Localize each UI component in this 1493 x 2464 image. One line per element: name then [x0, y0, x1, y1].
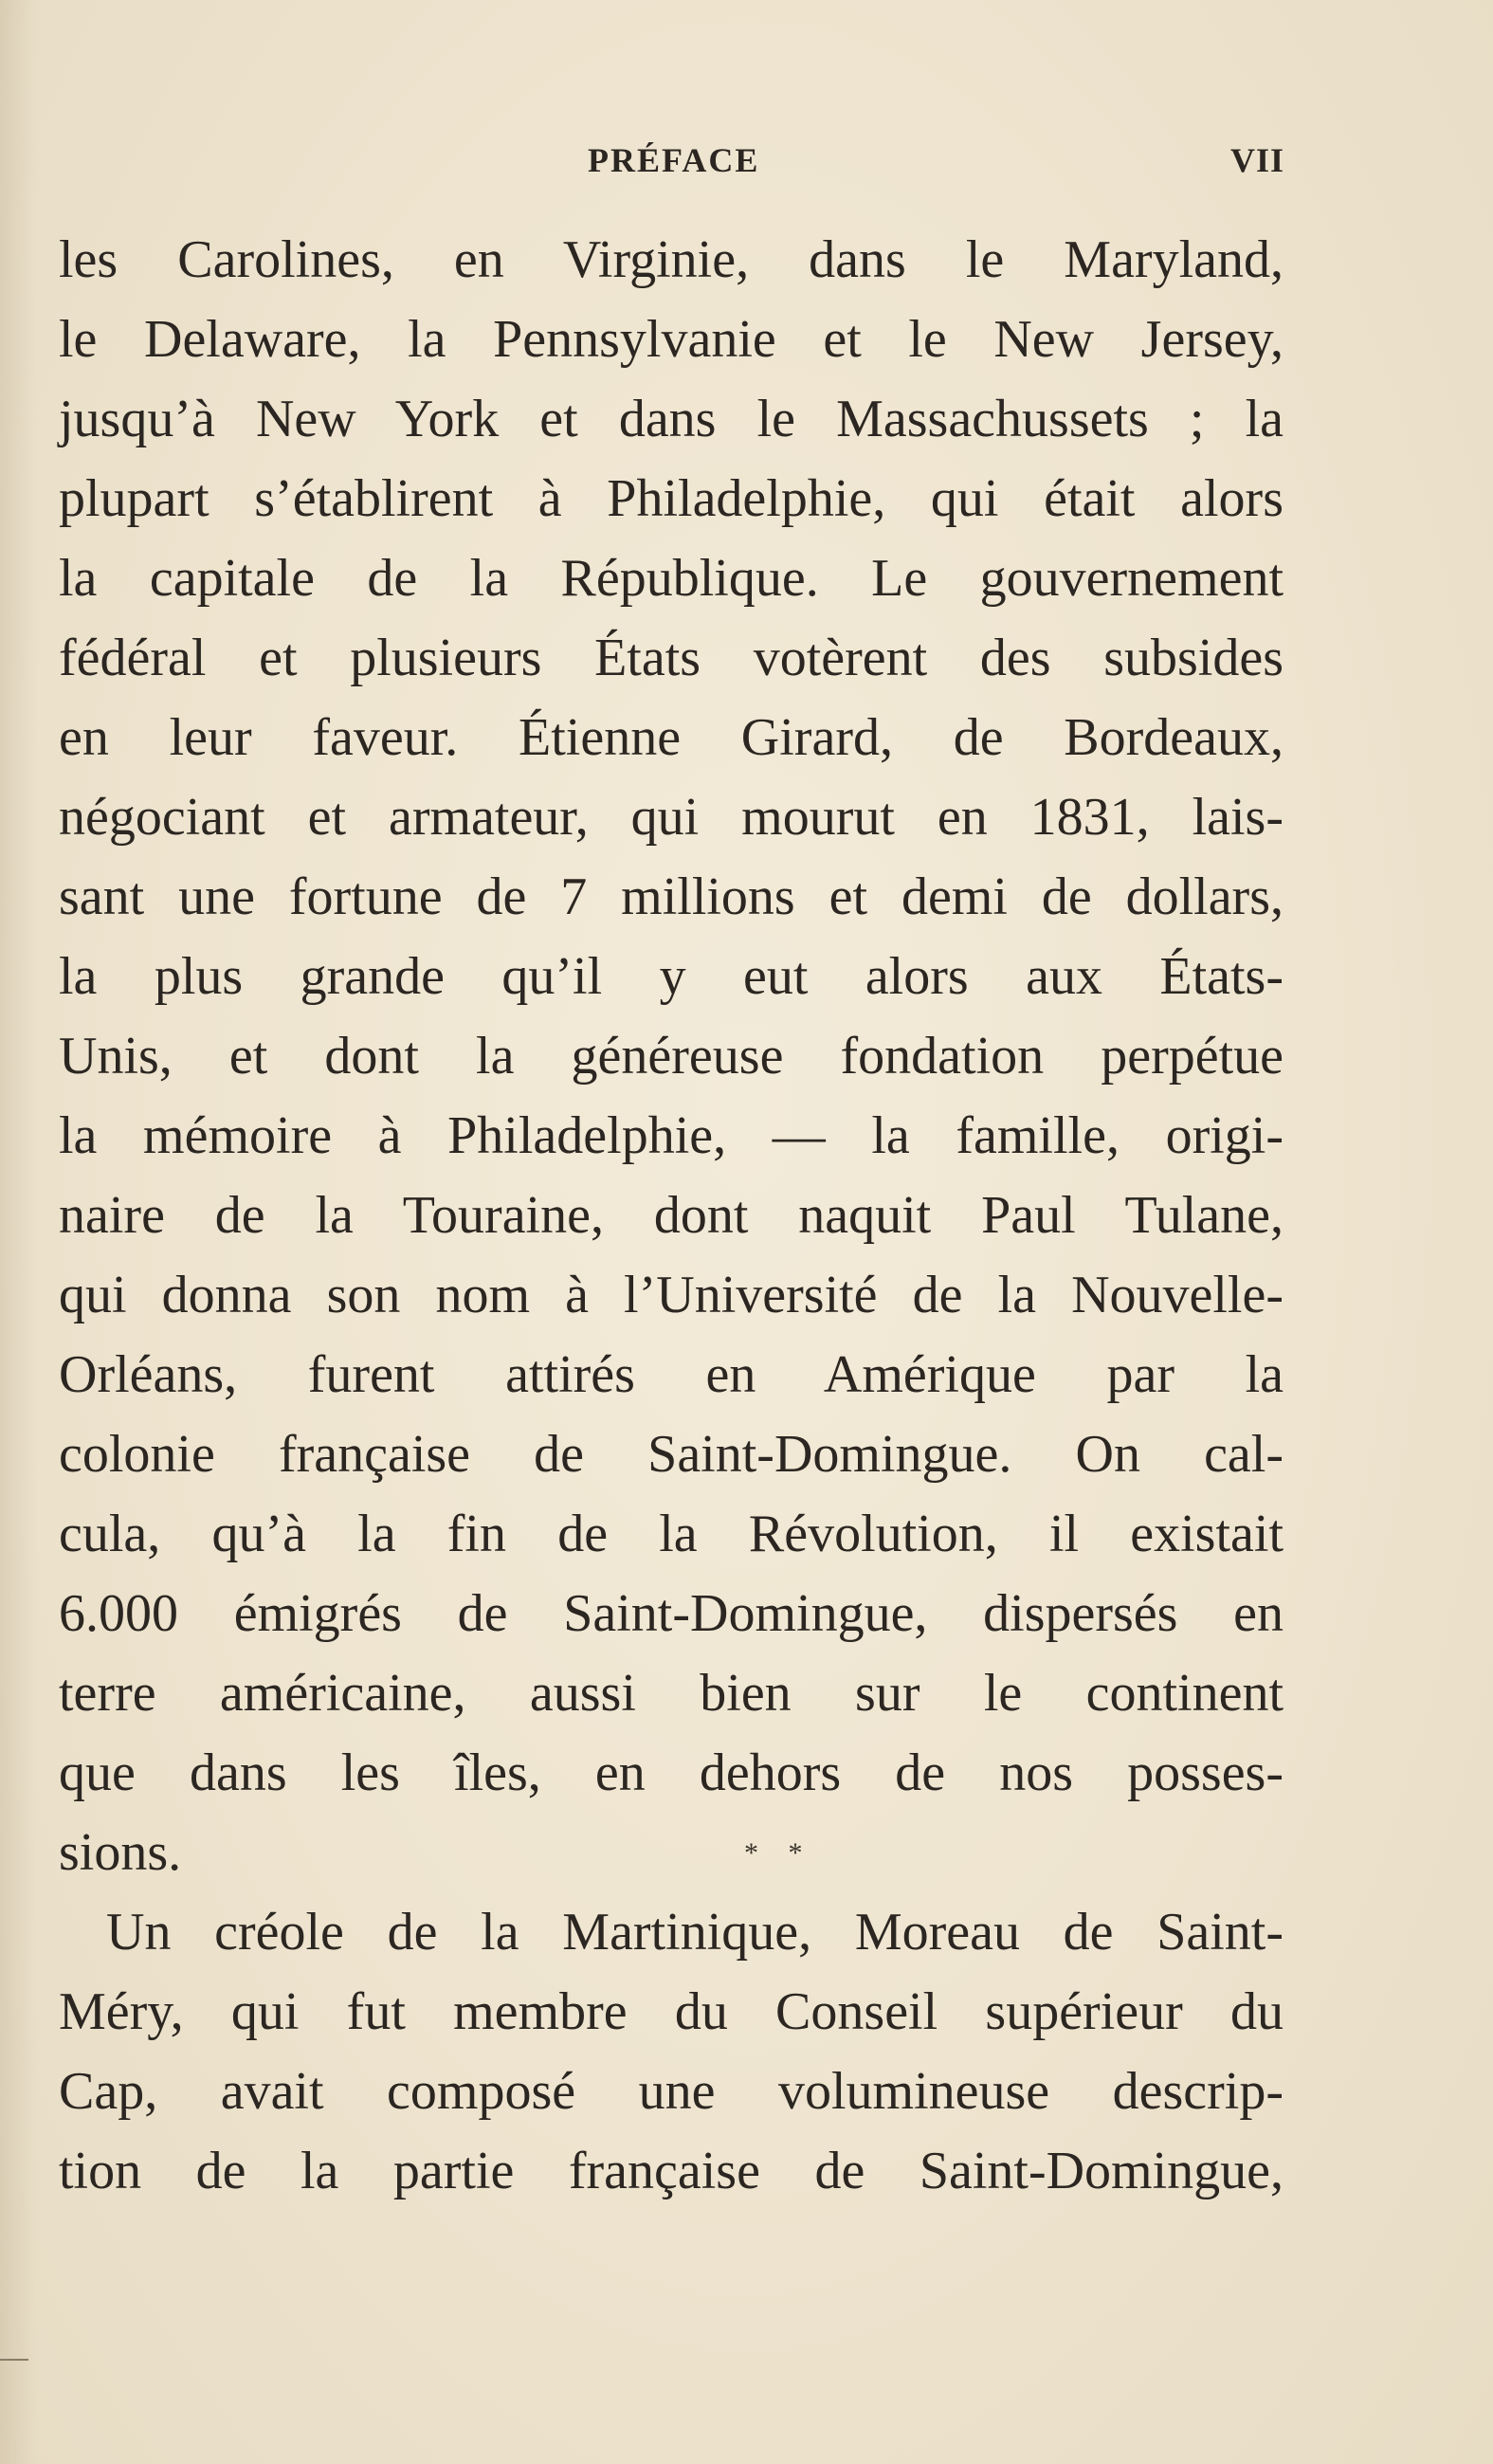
text-line: que dans les îles, en dehors de nos posses-	[59, 1743, 1284, 1802]
text-line: les Carolines, en Virginie, dans le Maryland,	[59, 230, 1284, 289]
paragraph-2	[59, 1892, 1284, 2211]
text-line: qui donna son nom à l’Université de la Nouvelle-	[59, 1266, 1284, 1324]
text-line: fédéral et plusieurs États votèrent des subsides	[59, 629, 1284, 687]
text-line: colonie française de Saint-Domingue. On cal-	[59, 1425, 1284, 1484]
text-line: la mémoire à Philadelphie, — la famille, origi-	[59, 1106, 1284, 1165]
text-line: terre américaine, aussi bien sur le continent	[59, 1664, 1284, 1723]
text-line: Cap, avait composé une volumineuse descrip-	[59, 2062, 1284, 2121]
text-line: Orléans, furent attirés en Amérique par la	[59, 1345, 1284, 1404]
text-line: la plus grande qu’il y eut alors aux États-	[59, 947, 1284, 1006]
page-number: VII	[1230, 141, 1285, 179]
text-line: sions.	[59, 1823, 182, 1882]
running-title: PRÉFACE	[588, 141, 760, 179]
body-text	[59, 220, 1284, 2211]
paragraph-1	[59, 220, 1284, 1892]
text-line: Un créole de la Martinique, Moreau de Saint-	[106, 1903, 1284, 1962]
text-line: le Delaware, la Pennsylvanie et le New Jersey,	[59, 310, 1284, 369]
text-line: naire de la Touraine, dont naquit Paul Tulane,	[59, 1186, 1284, 1245]
text-line: en leur faveur. Étienne Girard, de Bordeaux,	[59, 708, 1284, 767]
margin-mark	[0, 2359, 28, 2361]
text-line: la capitale de la République. Le gouvernement	[59, 549, 1284, 608]
text-line: jusqu’à New York et dans le Massachussets ; la	[59, 390, 1284, 448]
text-line: plupart s’établirent à Philadelphie, qui était alors	[59, 469, 1284, 528]
text-line: sant une fortune de 7 millions et demi de dollars,	[59, 867, 1284, 926]
text-line: tion de la partie française de Saint-Domingue,	[59, 2142, 1284, 2200]
text-line: 6.000 émigrés de Saint-Domingue, dispersés en	[59, 1584, 1284, 1643]
text-line: Méry, qui fut membre du Conseil supérieur du	[59, 1982, 1284, 2041]
text-line: négociant et armateur, qui mourut en 1831, lais-	[59, 788, 1284, 847]
running-header	[0, 133, 1493, 190]
gutter-shadow	[0, 0, 38, 2464]
text-line: cula, qu’à la fin de la Révolution, il existait	[59, 1505, 1284, 1563]
asterism-ornament: * *	[744, 1837, 814, 1869]
text-line: Unis, et dont la généreuse fondation perpétue	[59, 1027, 1284, 1086]
